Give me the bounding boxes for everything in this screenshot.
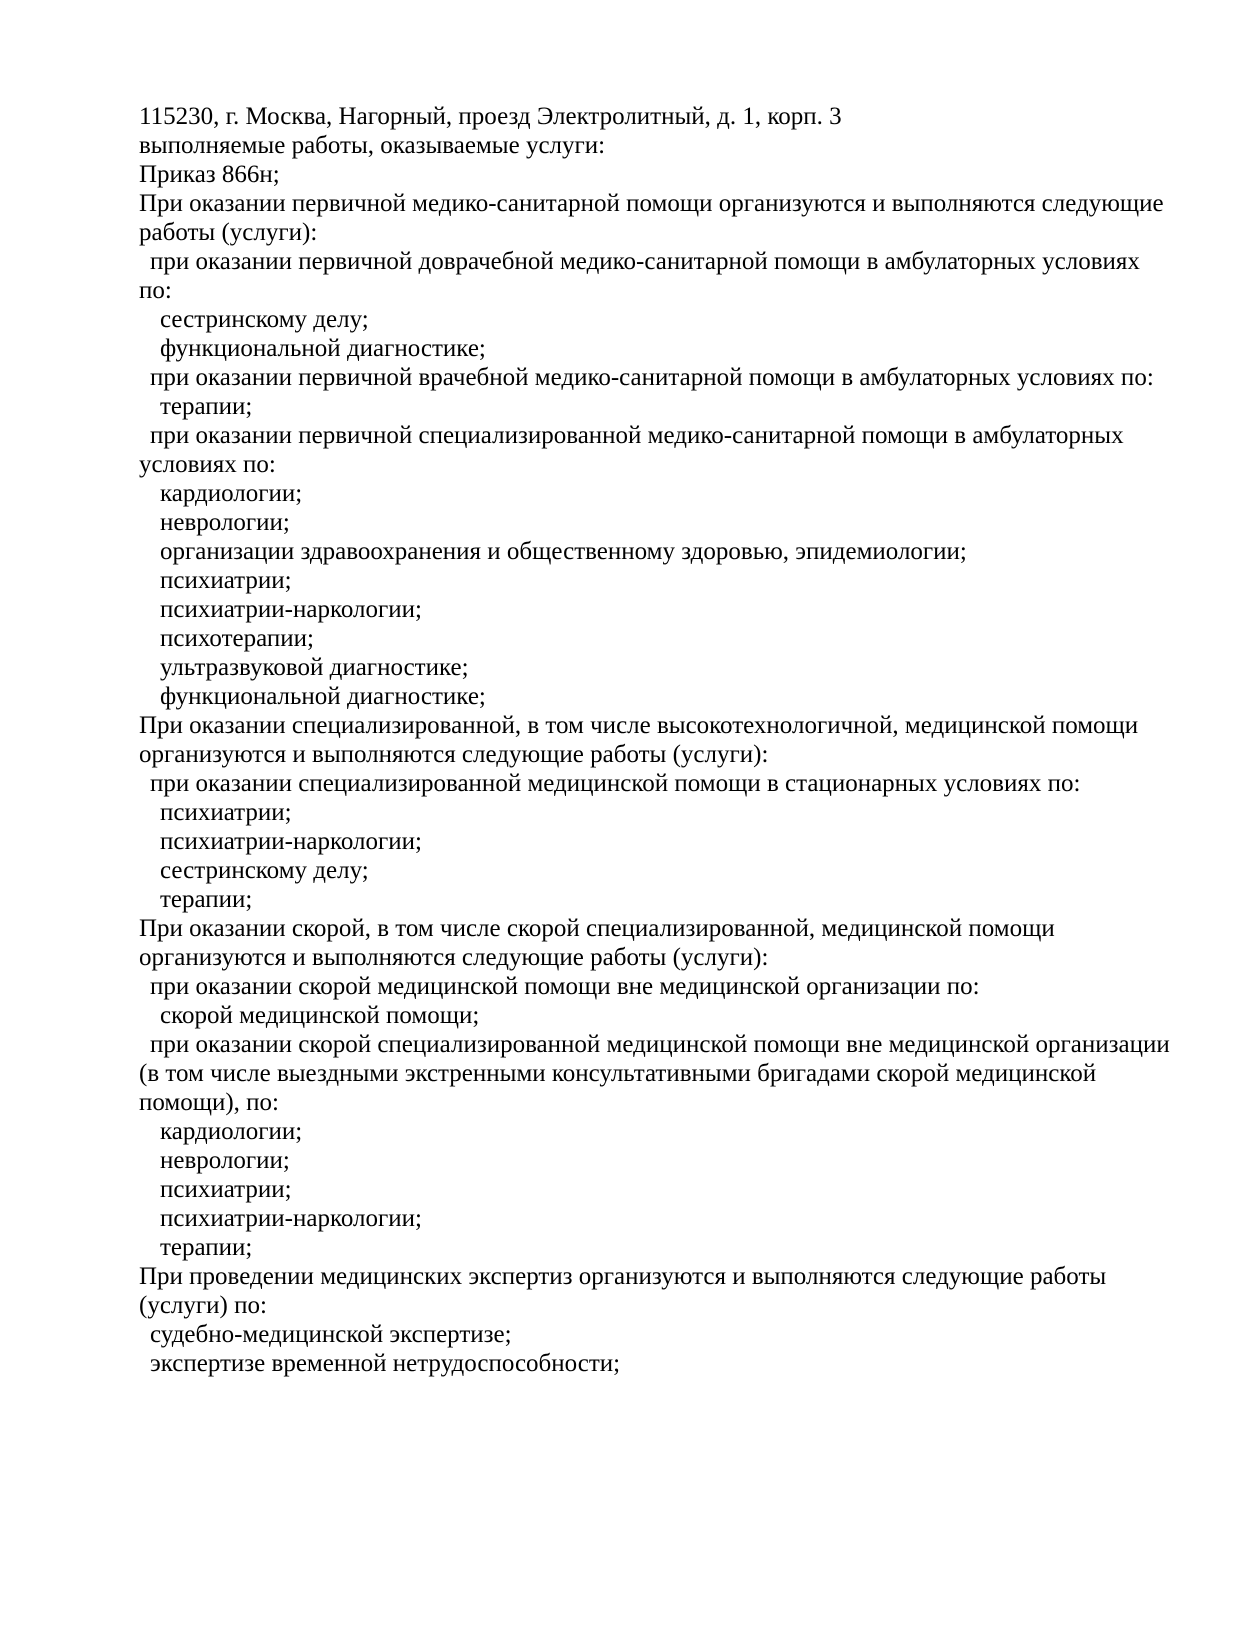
text-line: при оказании специализированной медицинской помощи в стационарных условиях по: bbox=[150, 770, 1081, 797]
text-line: психиатрии-наркологии; bbox=[160, 1205, 422, 1232]
text-line: организуются и выполняются следующие работы (услуги): bbox=[139, 741, 769, 768]
text-line: организации здравоохранения и общественному здоровью, эпидемиологии; bbox=[160, 538, 967, 565]
text-line: судебно-медицинской экспертизе; bbox=[150, 1321, 512, 1348]
text-line: психиатрии-наркологии; bbox=[160, 828, 422, 855]
text-line: терапии; bbox=[160, 393, 253, 420]
text-line: неврологии; bbox=[160, 509, 290, 536]
text-line: скорой медицинской помощи; bbox=[160, 1002, 480, 1029]
text-line: При оказании специализированной, в том числе высокотехнологичной, медицинской помощи bbox=[139, 712, 1139, 739]
text-line: психиатрии; bbox=[160, 1176, 292, 1203]
text-line: сестринскому делу; bbox=[160, 857, 369, 884]
text-line: 115230, г. Москва, Нагорный, проезд Электролитный, д. 1, корп. 3 bbox=[139, 103, 842, 130]
text-line: ультразвуковой диагностике; bbox=[160, 654, 469, 681]
document-text-block bbox=[139, 102, 1234, 1378]
text-line: терапии; bbox=[160, 1234, 253, 1261]
text-line: при оказании первичной доврачебной медико-санитарной помощи в амбулаторных условиях bbox=[150, 248, 1140, 275]
text-line: при оказании первичной врачебной медико-санитарной помощи в амбулаторных условиях по: bbox=[150, 364, 1154, 391]
text-line: по: bbox=[139, 277, 172, 304]
text-line: психиатрии; bbox=[160, 567, 292, 594]
text-line: При оказании первичной медико-санитарной помощи организуются и выполняются следующие bbox=[139, 190, 1164, 217]
text-line: при оказании скорой специализированной медицинской помощи вне медицинской организации bbox=[150, 1031, 1170, 1058]
text-line: при оказании первичной специализированной медико-санитарной помощи в амбулаторных bbox=[150, 422, 1124, 449]
text-line: Приказ 866н; bbox=[139, 161, 280, 188]
text-line: помощи), по: bbox=[139, 1089, 280, 1116]
text-line: психиатрии-наркологии; bbox=[160, 596, 422, 623]
text-line: кардиологии; bbox=[160, 480, 303, 507]
text-line: организуются и выполняются следующие работы (услуги): bbox=[139, 944, 769, 971]
text-line: кардиологии; bbox=[160, 1118, 303, 1145]
text-line: работы (услуги): bbox=[139, 219, 318, 246]
text-line: экспертизе временной нетрудоспособности; bbox=[150, 1350, 621, 1377]
text-line: функциональной диагностике; bbox=[160, 335, 486, 362]
text-line: при оказании скорой медицинской помощи вне медицинской организации по: bbox=[150, 973, 980, 1000]
text-line: функциональной диагностике; bbox=[160, 683, 486, 710]
text-line: При оказании скорой, в том числе скорой специализированной, медицинской помощи bbox=[139, 915, 1055, 942]
text-line: (услуги) по: bbox=[139, 1292, 267, 1319]
text-line: выполняемые работы, оказываемые услуги: bbox=[139, 132, 606, 159]
text-line: При проведении медицинских экспертиз организуются и выполняются следующие работы bbox=[139, 1263, 1107, 1290]
text-line: неврологии; bbox=[160, 1147, 290, 1174]
text-line: сестринскому делу; bbox=[160, 306, 369, 333]
text-line: психиатрии; bbox=[160, 799, 292, 826]
text-line: условиях по: bbox=[139, 451, 276, 478]
text-line: терапии; bbox=[160, 886, 253, 913]
text-line: (в том числе выездными экстренными консультативными бригадами скорой медицинской bbox=[139, 1060, 1097, 1087]
text-line: психотерапии; bbox=[160, 625, 314, 652]
